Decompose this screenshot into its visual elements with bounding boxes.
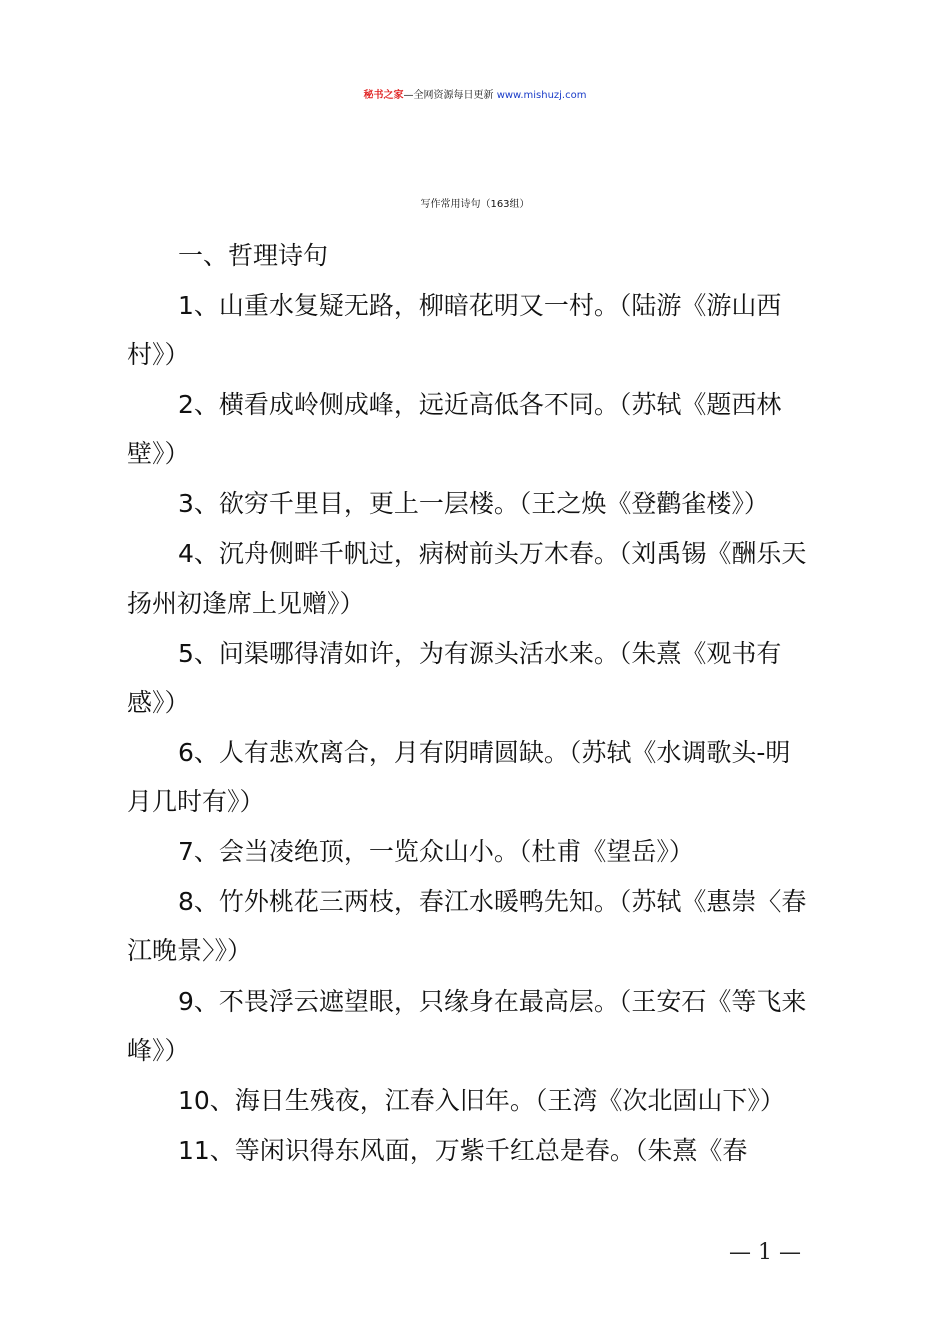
poem-line: 6、人有悲欢离合，月有阴晴圆缺。（苏轼《水调歌头-明 xyxy=(178,738,791,767)
poem-line: 3、欲穷千里目，更上一层楼。（王之焕《登鹳雀楼》） xyxy=(178,489,769,518)
poem-line: 1、山重水复疑无路，柳暗花明又一村。（陆游《游山西 xyxy=(178,291,782,320)
poem-line-continuation: 村》） xyxy=(127,340,190,369)
poem-line: 7、会当凌绝顶，一览众山小。（杜甫《望岳》） xyxy=(178,837,694,866)
poem-line: 2、横看成岭侧成峰，远近高低各不同。（苏轼《题西林 xyxy=(178,390,782,419)
poem-line: 10、海日生残夜，江春入旧年。（王湾《次北固山下》） xyxy=(178,1086,785,1115)
poem-line: 11、等闲识得东风面，万紫千红总是春。（朱熹《春 xyxy=(178,1136,748,1165)
poem-line-continuation: 江晚景〉》） xyxy=(127,936,253,965)
poem-line-continuation: 峰》） xyxy=(127,1036,190,1065)
poem-line: 8、竹外桃花三两枝，春江水暖鸭先知。（苏轼《惠崇〈春 xyxy=(178,887,807,916)
poem-line-continuation: 扬州初逢席上见赠》） xyxy=(127,589,365,618)
site-url-link[interactable]: www.mishuzj.com xyxy=(496,90,587,101)
site-header xyxy=(0,78,950,114)
poem-line: 5、问渠哪得清如许，为有源头活水来。（朱熹《观书有 xyxy=(178,639,782,668)
section-heading: 一、哲理诗句 xyxy=(178,241,329,270)
poem-line: 9、不畏浮云遮望眼，只缘身在最高层。（王安石《等飞来 xyxy=(178,987,807,1016)
document-title: 写作常用诗句（163组） xyxy=(420,199,530,210)
poem-line: 4、沉舟侧畔千帆过，病树前头万木春。（刘禹锡《酬乐天 xyxy=(178,539,807,568)
site-brand: 秘书之家 xyxy=(363,90,404,101)
poem-line-continuation: 壁》） xyxy=(127,439,190,468)
poem-line-continuation: 感》） xyxy=(127,688,190,717)
poem-line-continuation: 月几时有》） xyxy=(127,787,265,816)
page-number: — 1 — xyxy=(729,1240,801,1265)
site-tagline: —全网资源每日更新 xyxy=(403,90,494,101)
